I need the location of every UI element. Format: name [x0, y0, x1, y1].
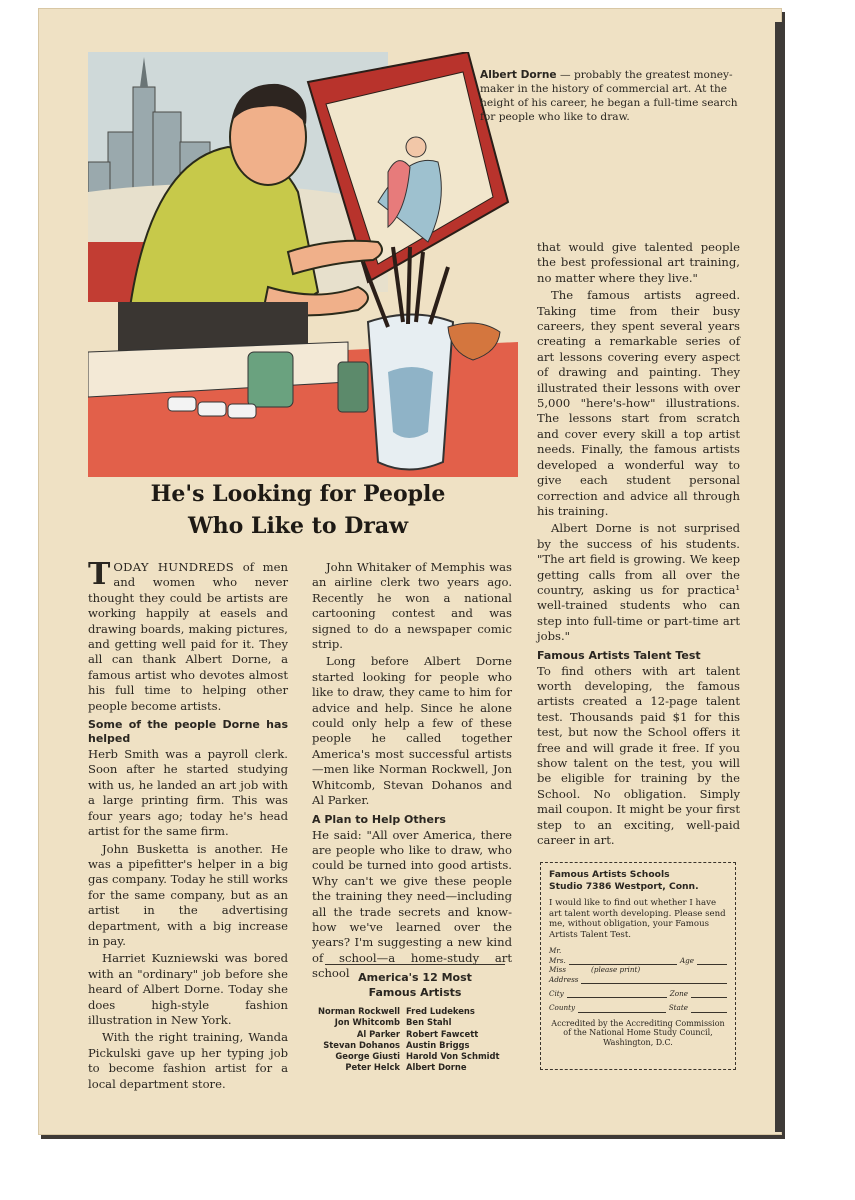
- artists-title-line-2: Famous Artists: [368, 986, 462, 999]
- artist-name: Austin Briggs: [406, 1039, 470, 1050]
- headline: [88, 478, 508, 542]
- caption-text: — probably the greatest money-maker in the history of commercial art. At the height of his career, he began a full-time search for people who like to draw.: [480, 69, 738, 123]
- coupon-request-text: I would like to find out whether I have art talent worth developing. Please send me, without obligation, your Famous Artists Talent Test.: [549, 898, 726, 940]
- address-label: Address: [549, 974, 579, 984]
- artist-name: Robert Fawcett: [406, 1028, 479, 1039]
- illustration-caption: [480, 68, 745, 124]
- state-label: State: [668, 1003, 688, 1013]
- county-label: County: [549, 1003, 576, 1013]
- paragraph-dorne-started: Long before Albert Dorne started looking for people who like to draw, they came to him for advice and help. Since he alone could only help a few of these people he called together America's most successful artists —men like Norman Rockwell, Jon Whitcomb, Stevan Dohanos and Al Parker.: [312, 654, 512, 808]
- albert-dorne-illustration: [88, 52, 518, 477]
- intro-text: of men and women who never thought they could be artists are working happily at easels and drawing boards, making pictures, and getting well paid for it. They all can thank Albert Dorne, a famous artist who devotes almost his full time to helping other people become artists.: [88, 560, 288, 713]
- paragraph-he-said: He said: "All over America, there are people who like to draw, who could be turned into good artists. Why can't we give these people the training they need—including all the trade secrets and know-how we've learned over the years? I'm suggesting a new kind of school—a home-study art school: [312, 827, 512, 981]
- zone-label: Zone: [669, 989, 688, 998]
- coupon-school-name: Famous Artists Schools: [549, 869, 670, 880]
- miss-label: Miss: [549, 965, 567, 975]
- artist-name: Al Parker: [356, 1028, 400, 1039]
- age-label: Age: [679, 955, 694, 965]
- intro-paragraph: [88, 557, 288, 714]
- artists-list-title: [315, 970, 515, 1000]
- paragraph-continued: that would give talented people the best professional art training, no matter where they live.": [537, 240, 740, 285]
- state-field[interactable]: [691, 1004, 727, 1013]
- paragraph-john-busketta: John Busketta is another. He was a pipefitter's helper in a big gas company. Today he still works for the same company, but as an artist in the advertising department, with a big increase in pay.: [88, 841, 288, 948]
- artist-name: Albert Dorne: [406, 1062, 467, 1073]
- list-item: [300, 1017, 530, 1028]
- headline-line-1: He's Looking for People: [150, 481, 446, 507]
- paragraph-herb-smith: Herb Smith was a payroll clerk. Soon after he started studying with us, he landed an art job with a large printing firm. This was four years ago; today he's head artist for the same firm.: [88, 747, 288, 839]
- city-label: City: [549, 989, 564, 998]
- accreditation-note: Accredited by the Accrediting Commission of the National Home Study Council, Washington, D.C.: [551, 1018, 725, 1047]
- artist-name: Ben Stahl: [406, 1017, 452, 1028]
- artist-name: Jon Whitcomb: [334, 1017, 400, 1028]
- intro-smallcaps: ODAY HUNDREDS: [113, 560, 235, 574]
- artist-name: Stevan Dohanos: [323, 1039, 400, 1050]
- paragraph-artists-agreed: The famous artists agreed. Taking time from their busy careers, they spent several years creating a remarkable series of art lessons covering every aspect of drawing and painting. They illustrated their lessons with over 5,000 "here's-how" illustrations. The lessons start from scratch and cover every skill a top artist needs. Finally, the famous artists developed a wonderful way to give each student personal correction and advice all through his training.: [537, 288, 740, 518]
- list-item: [300, 1029, 530, 1040]
- coupon-studio-address: Studio 7386 Westport, Conn.: [549, 881, 699, 892]
- list-item: [300, 1062, 530, 1073]
- caption-name: Albert Dorne: [480, 69, 557, 81]
- age-field[interactable]: [697, 956, 727, 965]
- zone-field[interactable]: [691, 989, 727, 998]
- mrs-label: Mrs.: [549, 955, 566, 965]
- divider-rule: [325, 964, 505, 965]
- artist-name: Peter Helck: [345, 1062, 400, 1073]
- paragraph-talent-test: To find others with art talent worth developing, the famous artists created a 12-page talent test. Thousands paid $1 for this test, but now the School offers it free and will grade it free. If you show talent on the test, you will be eligible for training by the School. No obligation. Simply mail coupon. It might be your first step to an exciting, well-paid career in art.: [537, 663, 740, 848]
- article-column-1: [88, 557, 288, 1094]
- county-field[interactable]: [578, 1004, 666, 1013]
- artist-name: Harold Von Schmidt: [406, 1051, 500, 1062]
- page-back-edge: [775, 22, 785, 1132]
- name-field[interactable]: [569, 956, 677, 965]
- article-column-2: [312, 560, 512, 984]
- mr-label: Mr.: [549, 946, 562, 956]
- paragraph-wanda-pickulski: With the right training, Wanda Pickulski gave up her typing job to become fashion artist for a local department store.: [88, 1030, 288, 1091]
- please-print-label: (please print): [591, 965, 641, 975]
- paragraph-john-whitaker: John Whitaker of Memphis was an airline clerk two years ago. Recently he won a national cartooning contest and was signed to do a newspaper comic strip.: [312, 560, 512, 652]
- artist-name: Norman Rockwell: [317, 1006, 400, 1016]
- artist-name: Fred Ludekens: [406, 1006, 475, 1016]
- city-field[interactable]: [567, 989, 667, 998]
- artists-list: [300, 1006, 530, 1074]
- paragraph-not-surprised: Albert Dorne is not surprised by the success of his students. "The art field is growing. We keep getting calls from all over the country, asking us for practica¹ well-trained students who can step into full-time or part-time art jobs.": [537, 521, 740, 644]
- subheading-plan: A Plan to Help Others: [312, 812, 446, 826]
- list-item: [300, 1006, 530, 1017]
- drop-cap: T: [88, 557, 111, 592]
- address-field[interactable]: [581, 975, 727, 984]
- paragraph-harriet-kuzniewski: Harriet Kuzniewski was bored with an "ordinary" job before she heard of Albert Dorne. Today she does high-style fashion illustration in New York.: [88, 951, 288, 1027]
- list-item: [300, 1040, 530, 1051]
- list-item: [300, 1051, 530, 1062]
- artists-title-line-1: America's 12 Most: [358, 971, 472, 984]
- artist-name: George Giusti: [335, 1051, 400, 1062]
- headline-line-2: Who Like to Draw: [187, 513, 409, 539]
- article-column-3: [537, 240, 740, 850]
- subheading-talent-test: Famous Artists Talent Test: [537, 648, 701, 662]
- subheading-people-helped: Some of the people Dorne has helped: [88, 718, 288, 746]
- coupon-form-fields: [549, 946, 727, 1012]
- mail-coupon[interactable]: [540, 862, 736, 1070]
